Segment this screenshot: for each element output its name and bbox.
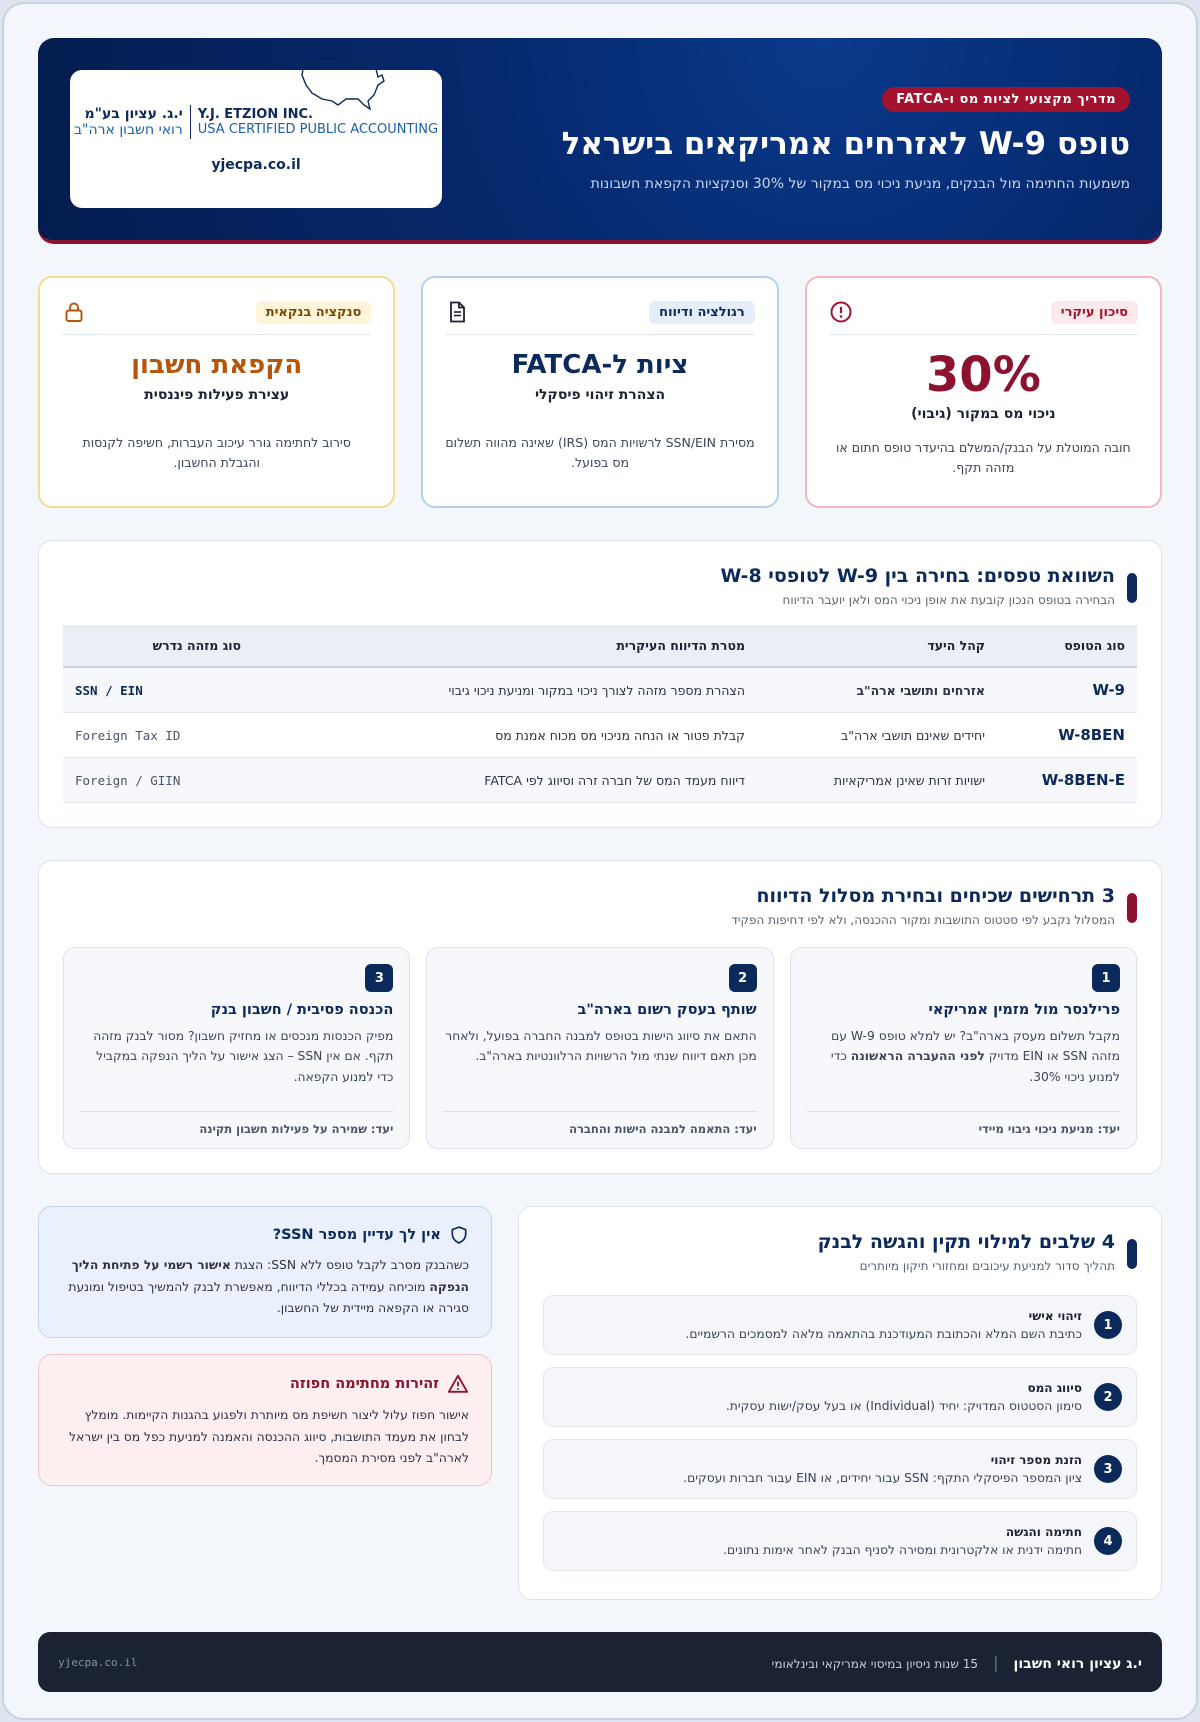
cell-audience: אזרחים ותושבי ארה"ב: [757, 667, 997, 713]
card-description: חובה המוטלת על הבנק/המשלם בהיעדר טופס חתום או מזהה תקף.: [835, 439, 1131, 475]
footer-separator: |: [993, 1652, 999, 1672]
step-number: 4: [1094, 1527, 1122, 1555]
section-subtitle: תהליך סדור למניעת עיכובים ומחזורי תיקון מיותרים: [859, 1259, 1115, 1273]
desc-emphasis: לפני ההעברה הראשונה: [850, 1049, 985, 1064]
step-text: [558, 1525, 1082, 1557]
scenario-title: הכנסה פסיבית / חשבון בנק: [210, 1002, 394, 1018]
step-text: [558, 1381, 1082, 1413]
scenario-goal: יעד: התאמה למבנה הישות והחברה: [443, 1111, 756, 1136]
no-ssn-note: [38, 1206, 492, 1338]
usa-map-icon: [298, 55, 388, 113]
section-title: השוואת טפסים: בחירה בין W-9 לטופסי W-8: [720, 565, 1115, 587]
step-text: [558, 1453, 1082, 1485]
section-accent-bar: [1127, 893, 1137, 923]
cell-audience: ישויות זרות שאינן אמריקאיות: [757, 758, 997, 803]
scenario-description: התאם את סיווג הישות בטופס למבנה החברה בפועל, ולאחר מכן תאם דיווח שנתי מול הרשויות הרלוונטיות בארה"ב.: [445, 1029, 757, 1064]
shield-icon: [449, 1225, 469, 1245]
section-header: [543, 1231, 1137, 1273]
lock-icon: [62, 300, 86, 324]
forms-comparison-section: [38, 540, 1162, 828]
page: [2, 2, 1198, 1720]
logo-he-name: י.ג. עציון בע"מ: [84, 106, 183, 122]
section-subtitle: הבחירה בטופס הנכון קובעת את אופן ניכוי המס ולאן יועבר הדיווח: [782, 593, 1115, 607]
section-title: 3 תרחישים שכיחים ובחירת מסלול הדיווח: [756, 885, 1115, 907]
scenario-card: [63, 947, 410, 1149]
column-header-audience: קהל היעד: [757, 625, 997, 667]
note-text: [61, 1255, 469, 1320]
card-tag: סנקציה בנקאית: [256, 301, 372, 324]
column-header-form: סוג הטופס: [997, 625, 1137, 667]
step-number: 2: [1094, 1383, 1122, 1411]
note-text-part: מוכיחה עמידה בכללי הדיווח, מאפשרת לבנק להמשיך בטיפול ומונעת סגירה או הקפאה מיידית של החשבון.: [68, 1279, 469, 1316]
card-top: [62, 300, 371, 335]
card-tag: רגולציה ודיווח: [649, 301, 755, 324]
note-header: [61, 1225, 469, 1245]
step-item: [543, 1367, 1137, 1427]
note-text-emphasis: אישור רשמי על פתיחת הליך הנפקה: [71, 1258, 469, 1294]
document-icon: [445, 300, 469, 324]
step-number: 1: [1094, 1311, 1122, 1339]
step-number: 3: [1094, 1455, 1122, 1483]
footer-tagline: 15 שנות ניסיון במיסוי אמריקאי ובינלאומי: [771, 1656, 978, 1671]
note-title: זהירות מחתימה חפוזה: [289, 1376, 439, 1392]
step-description: חתימה ידנית או אלקטרונית ומסירה לסניף הבנק לאחר אימות נתונים.: [723, 1543, 1082, 1557]
table-header-row: [63, 625, 1137, 667]
hasty-signing-warning: [38, 1354, 492, 1486]
step-item: [543, 1295, 1137, 1355]
card-tag: סיכון עיקרי: [1051, 301, 1138, 324]
logo-english: [198, 107, 438, 137]
scenario-number: 3: [365, 964, 393, 992]
page-subtitle: משמעות החתימה מול הבנקים, מניעת ניכוי מס במקור של 30% וסנקציות הקפאת חשבונות: [590, 175, 1130, 192]
cell-form: W-8BEN-E: [997, 758, 1137, 803]
step-text: [558, 1309, 1082, 1341]
step-description: סימון הסטטוס המדויק: יחיד (Individual) או בעל עסק/ישות עסקית.: [725, 1399, 1082, 1413]
forms-comparison-table: [63, 625, 1137, 803]
hero-badge: מדריך מקצועי לציות מס ו-FATCA: [882, 87, 1130, 112]
section-header: [63, 565, 1137, 607]
section-accent-bar: [1127, 1239, 1137, 1269]
cell-form: W-9: [997, 667, 1137, 713]
card-regulation: [421, 276, 778, 508]
side-notes: [38, 1206, 492, 1600]
card-bank-sanction: [38, 276, 395, 508]
page-footer: [38, 1632, 1162, 1692]
note-text: אישור חפוז עלול ליצור חשיפת מס מיותרת ולפגוע בהגנות הקיימות. מומלץ לבחון את מעמד התושבות, סיווג ההכנסה והאמנה למניעת כפל מס בין ישראל לארה"ב לפני מסירת המסמך.: [69, 1408, 469, 1466]
steps-list: [543, 1295, 1137, 1571]
alert-circle-icon: [829, 300, 853, 324]
table-row: [63, 713, 1137, 758]
hero-text: [562, 87, 1130, 192]
hero-header: [38, 38, 1162, 244]
step-title: סיווג המס: [1027, 1381, 1082, 1395]
steps-section: [518, 1206, 1162, 1600]
footer-brand-block: [772, 1653, 1142, 1672]
card-subtitle: הצהרת זיהוי פיסקלי: [534, 386, 666, 403]
note-title: אין לך עדיין מספר SSN?: [272, 1227, 441, 1243]
logo-he-sub: רואי חשבון ארה"ב: [73, 122, 183, 138]
card-top: [445, 300, 754, 335]
cell-purpose: הצהרת מספר מזהה לצורך ניכוי במקור ומניעת ניכוי גיבוי: [253, 667, 757, 713]
card-top: [829, 300, 1138, 335]
cell-purpose: קבלת פטור או הנחה מניכוי מס מכוח אמנת מס: [253, 713, 757, 758]
scenarios-section: [38, 860, 1162, 1174]
table-row: [63, 667, 1137, 713]
scenario-title: פרילנסר מול מזמין אמריקאי: [928, 1002, 1120, 1018]
section-accent-bar: [1127, 573, 1137, 603]
card-main: [445, 349, 754, 403]
page-title: טופס W-9 לאזרחים אמריקאים בישראל: [561, 125, 1130, 162]
card-big-value: הקפאת חשבון: [131, 350, 303, 380]
bottom-row: [38, 1206, 1162, 1600]
column-header-id: סוג מזהה נדרש: [63, 625, 253, 667]
card-big-value: ציות ל-FATCA: [511, 350, 689, 380]
step-description: ציון המספר הפיסקלי התקף: SSN עבור יחידים, או EIN עבור חברות ועסקים.: [683, 1471, 1082, 1485]
scenario-number: 2: [729, 964, 757, 992]
step-item: [543, 1439, 1137, 1499]
cell-audience: יחידים שאינם תושבי ארה"ב: [757, 713, 997, 758]
scenario-number: 1: [1092, 964, 1120, 992]
table-row: [63, 758, 1137, 803]
step-item: [543, 1511, 1137, 1571]
note-header: [61, 1373, 469, 1395]
company-logo: [70, 70, 442, 208]
card-description: מסירת SSN/EIN לרשויות המס (IRS) שאינה מהווה תשלום מס בפועל.: [445, 434, 755, 470]
card-description: סירוב לחתימה גורר עיכוב העברות, חשיפה לקנסות והגבלת החשבון.: [82, 434, 351, 470]
warning-icon: [447, 1373, 469, 1395]
card-main-risk: [805, 276, 1162, 508]
scenario-description: [807, 1026, 1120, 1087]
scenario-goal: יעד: שמירה על פעילות חשבון תקינה: [80, 1111, 393, 1136]
logo-divider: [190, 105, 191, 139]
desc-text: מקבל תשלום מעסק בארה"ב? יש למלא טופס W-9 עם מזהה SSN או EIN מדויק: [831, 1029, 1120, 1064]
card-main: [62, 349, 371, 403]
scenario-goal: יעד: מניעת ניכוי גיבוי מיידי: [807, 1111, 1120, 1136]
card-subtitle: עצירת פעילות פיננסית: [144, 386, 290, 403]
card-main: [829, 349, 1138, 422]
logo-en-name: Y.J. ETZION INC.: [197, 107, 313, 122]
cell-form: W-8BEN: [997, 713, 1137, 758]
section-subtitle: המסלול נקבע לפי סטטוס התושבות ומקור ההכנסה, ולא לפי דחיפות הפקיד: [731, 913, 1115, 927]
scenario-cards: [63, 947, 1137, 1149]
section-header: [63, 885, 1137, 927]
key-facts-cards: [38, 276, 1162, 508]
cell-id: Foreign Tax ID: [63, 713, 253, 758]
card-subtitle: ניכוי מס במקור (גיבוי): [911, 405, 1056, 422]
cell-id: Foreign / GIIN: [63, 758, 253, 803]
note-text-part: כשהבנק מסרב לקבל טופס ללא SSN: הצגת: [230, 1258, 469, 1272]
scenario-card: [426, 947, 773, 1149]
logo-en-sub: USA CERTIFIED PUBLIC ACCOUNTING: [197, 122, 439, 137]
step-title: זיהוי אישי: [1028, 1309, 1082, 1323]
logo-row: [74, 105, 438, 139]
column-header-purpose: מטרת הדיווח העיקרית: [253, 625, 757, 667]
scenario-title: שותף בעסק רשום בארה"ב: [577, 1002, 757, 1018]
cell-purpose: דיווח מעמד המס של חברה זרה וסיווג לפי FATCA: [253, 758, 757, 803]
logo-hebrew: [74, 106, 183, 138]
scenario-card: [790, 947, 1137, 1149]
desc-text: כדי למנוע ניכוי 30%.: [830, 1049, 1120, 1084]
scenario-description: מפיק הכנסות מנכסים או מחזיק חשבון? מסור לבנק מזהה תקף. אם אין SSN – הצג אישור על הליך הנפקה במקביל כדי למנוע הקפאה.: [93, 1029, 394, 1084]
step-title: הזנת מספר זיהוי: [990, 1453, 1082, 1467]
section-title: 4 שלבים למילוי תקין והגשה לבנק: [817, 1231, 1115, 1253]
cell-id: SSN / EIN: [63, 667, 253, 713]
step-description: כתיבת השם המלא והכתובת המעודכנת בהתאמה מלאה למסמכים הרשמיים.: [685, 1327, 1082, 1341]
card-big-value: 30%: [925, 347, 1041, 403]
footer-url-link[interactable]: yjecpa.co.il: [58, 1655, 138, 1669]
footer-brand: י.ג עציון רואי חשבון: [1013, 1655, 1142, 1672]
step-title: חתימה והגשה: [1005, 1525, 1082, 1539]
logo-url: yjecpa.co.il: [211, 157, 301, 173]
